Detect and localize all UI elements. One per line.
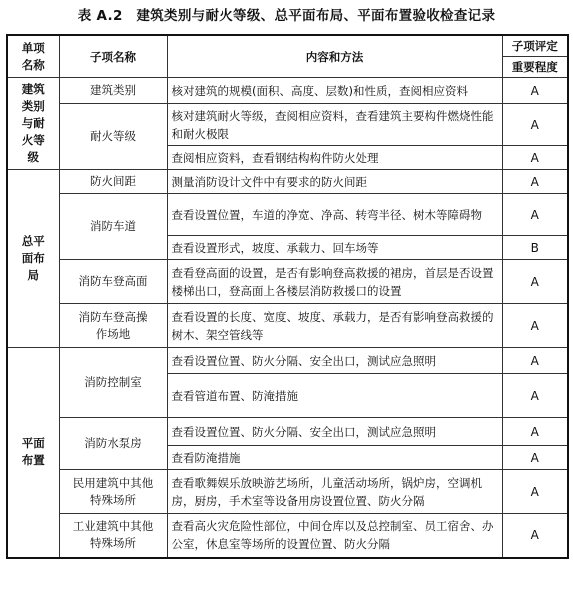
table-row	[7, 194, 568, 236]
header-grade	[502, 35, 568, 78]
grade-cell: A	[502, 446, 568, 470]
table-row	[7, 104, 568, 146]
grade-cell: A	[502, 418, 568, 446]
sub-cell: 消防车登高操作场地	[59, 304, 167, 348]
grade-cell: A	[502, 78, 568, 104]
grade-cell: A	[502, 304, 568, 348]
table-row	[7, 418, 568, 446]
table-title: 表 A.2 建筑类别与耐火等级、总平面布局、平面布置验收检查记录	[77, 8, 496, 24]
table-row	[7, 260, 568, 304]
desc-cell: 查看防淹措施	[167, 446, 502, 470]
grade-cell: B	[502, 236, 568, 260]
unit-cell: 平面布置	[7, 348, 59, 558]
grade-cell: A	[502, 146, 568, 170]
sub-cell: 消防水泵房	[59, 418, 167, 470]
unit-cell: 总平面布局	[7, 170, 59, 348]
grade-cell: A	[502, 374, 568, 418]
desc-cell: 查看设置形式，坡度、承载力、回车场等	[167, 236, 502, 260]
grade-cell: A	[502, 104, 568, 146]
header-unit-name: 单项名称	[7, 35, 59, 78]
table-row	[7, 348, 568, 374]
sub-cell: 消防车登高面	[59, 260, 167, 304]
desc-cell: 查看设置位置、防火分隔、安全出口，测试应急照明	[167, 418, 502, 446]
desc-cell: 核对建筑的规模(面积、高度、层数)和性质，查阅相应资料	[167, 78, 502, 104]
header-content-method: 内容和方法	[167, 35, 502, 78]
sub-cell: 民用建筑中其他特殊场所	[59, 470, 167, 514]
inspection-record-table	[6, 34, 569, 559]
desc-cell: 查阅相应资料，查看钢结构构件防火处理	[167, 146, 502, 170]
sub-cell: 防火间距	[59, 170, 167, 194]
desc-cell: 查看设置的长度、宽度、坡度、承载力，是否有影响登高救援的树木、架空管线等	[167, 304, 502, 348]
desc-cell: 测量消防设计文件中有要求的防火间距	[167, 170, 502, 194]
desc-cell: 查看设置位置，车道的净宽、净高、转弯半径、树木等障碍物	[167, 194, 502, 236]
sub-cell: 建筑类别	[59, 78, 167, 104]
sub-cell: 消防车道	[59, 194, 167, 260]
table-row	[7, 170, 568, 194]
grade-cell: A	[502, 194, 568, 236]
grade-cell: A	[502, 348, 568, 374]
header-row	[7, 35, 568, 78]
header-grade-top: 子项评定	[503, 36, 568, 57]
header-sub-name: 子项名称	[59, 35, 167, 78]
table-row	[7, 470, 568, 514]
desc-cell: 查看登高面的设置，是否有影响登高救援的裙房，首层是否设置楼梯出口，登高面上各楼层消防救援口的设置	[167, 260, 502, 304]
grade-cell: A	[502, 170, 568, 194]
desc-cell: 查看设置位置、防火分隔、安全出口，测试应急照明	[167, 348, 502, 374]
sub-cell: 耐火等级	[59, 104, 167, 170]
grade-cell: A	[502, 260, 568, 304]
desc-cell: 核对建筑耐火等级，查阅相应资料，查看建筑主要构件燃烧性能和耐火极限	[167, 104, 502, 146]
unit-cell: 建筑类别与耐火等级	[7, 78, 59, 170]
sub-cell: 工业建筑中其他特殊场所	[59, 514, 167, 558]
grade-cell: A	[502, 514, 568, 558]
header-grade-bottom: 重要程度	[511, 60, 558, 74]
table-row	[7, 514, 568, 558]
table-row	[7, 78, 568, 104]
table-row	[7, 304, 568, 348]
grade-cell: A	[502, 470, 568, 514]
desc-cell: 查看管道布置、防淹措施	[167, 374, 502, 418]
desc-cell: 查看高火灾危险性部位，中间仓库以及总控制室、员工宿舍、办公室，休息室等场所的设置位置、防火分隔	[167, 514, 502, 558]
desc-cell: 查看歌舞娱乐放映游艺场所，儿童活动场所，锅炉房，空调机房，厨房，手术室等设备用房设置位置、防火分隔	[167, 470, 502, 514]
sub-cell: 消防控制室	[59, 348, 167, 418]
